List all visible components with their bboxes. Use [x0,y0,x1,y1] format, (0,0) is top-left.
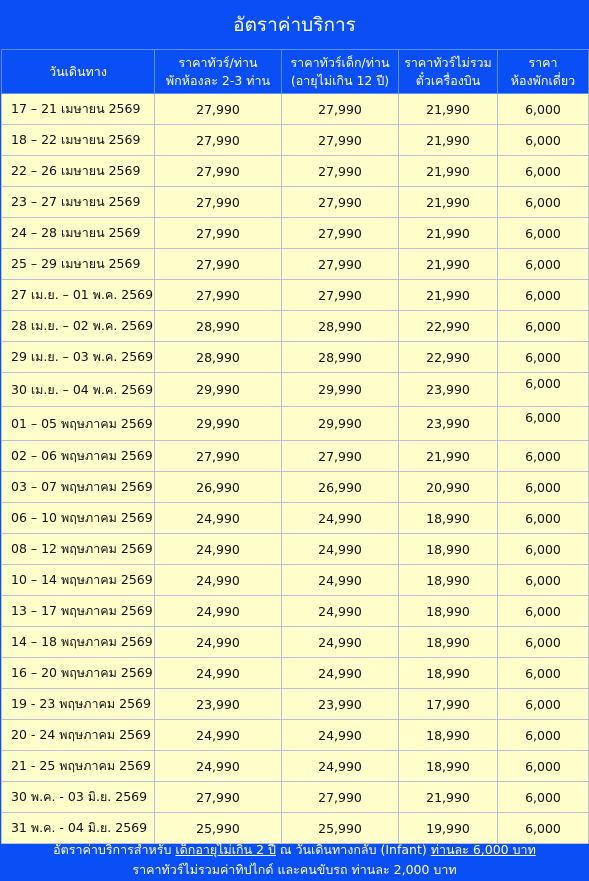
header-line: วันเดินทาง [49,63,107,79]
table-row [2,565,589,596]
child-price-cell: 27,990 [282,94,399,125]
child-price-cell: 24,990 [282,658,399,689]
no-flight-price-cell: 18,990 [399,534,498,565]
header-travel-date [2,50,155,94]
travel-date-cell: 30 เม.ย. – 04 พ.ค. 2569 [2,373,155,407]
child-price-cell: 24,990 [282,534,399,565]
adult-price-cell: 27,990 [155,125,282,156]
child-price-cell: 29,990 [282,407,399,441]
table-row [2,689,589,720]
travel-date-cell: 30 พ.ค. - 03 มิ.ย. 2569 [2,782,155,813]
travel-date-cell: 18 – 22 เมษายน 2569 [2,125,155,156]
header-line: ตั๋วเครื่องบิน [415,72,481,88]
adult-price-cell: 25,990 [155,813,282,844]
travel-date-cell: 22 – 26 เมษายน 2569 [2,156,155,187]
travel-date-cell: 19 - 23 พฤษภาคม 2569 [2,689,155,720]
single-room-price-cell: 6,000 [498,813,589,844]
adult-price-cell: 24,990 [155,534,282,565]
no-flight-price-cell: 20,990 [399,472,498,503]
table-row [2,782,589,813]
adult-price-cell: 24,990 [155,627,282,658]
single-room-price-cell: 6,000 [498,156,589,187]
child-price-cell: 27,990 [282,156,399,187]
child-price-cell: 24,990 [282,627,399,658]
adult-price-cell: 24,990 [155,720,282,751]
table-row [2,311,589,342]
footer-infant-note [0,840,589,860]
header-line: ห้องพักเดี่ยว [510,72,576,88]
adult-price-cell: 24,990 [155,565,282,596]
child-price-cell: 24,990 [282,565,399,596]
travel-date-cell: 27 เม.ย. – 01 พ.ค. 2569 [2,280,155,311]
travel-date-cell: 24 – 28 เมษายน 2569 [2,218,155,249]
table-row [2,249,589,280]
no-flight-price-cell: 22,990 [399,342,498,373]
footer-text-underlined: ท่านละ 6,000 บาท [430,842,536,857]
travel-date-cell: 20 - 24 พฤษภาคม 2569 [2,720,155,751]
header-line: ราคา [528,54,558,70]
header-single-room [498,50,589,94]
child-price-cell: 28,990 [282,342,399,373]
footer-notes [0,840,589,881]
table-row [2,503,589,534]
single-room-price-cell: 6,000 [498,720,589,751]
header-line: ราคาทัวร์เด็ก/ท่าน [290,54,390,70]
single-room-price-cell: 6,000 [498,503,589,534]
travel-date-cell: 28 เม.ย. – 02 พ.ค. 2569 [2,311,155,342]
table-row [2,627,589,658]
adult-price-cell: 24,990 [155,503,282,534]
adult-price-cell: 29,990 [155,373,282,407]
single-room-price-cell: 6,000 [498,373,589,407]
adult-price-cell: 27,990 [155,187,282,218]
page-title: อัตราค่าบริการ [233,13,356,36]
table-row [2,94,589,125]
single-room-price-cell: 6,000 [498,187,589,218]
single-room-price-cell: 6,000 [498,534,589,565]
table-row [2,218,589,249]
no-flight-price-cell: 21,990 [399,156,498,187]
table-row [2,441,589,472]
child-price-cell: 26,990 [282,472,399,503]
header-line: ราคาทัวร์/ท่าน [178,54,258,70]
table-row [2,658,589,689]
no-flight-price-cell: 21,990 [399,125,498,156]
no-flight-price-cell: 23,990 [399,407,498,441]
no-flight-price-cell: 18,990 [399,720,498,751]
no-flight-price-cell: 21,990 [399,441,498,472]
travel-date-cell: 14 – 18 พฤษภาคม 2569 [2,627,155,658]
travel-date-cell: 01 – 05 พฤษภาคม 2569 [2,407,155,441]
single-room-price-cell: 6,000 [498,472,589,503]
single-room-price-cell: 6,000 [498,94,589,125]
single-room-price-cell: 6,000 [498,565,589,596]
adult-price-cell: 27,990 [155,441,282,472]
travel-date-cell: 10 – 14 พฤษภาคม 2569 [2,565,155,596]
travel-date-cell: 13 – 17 พฤษภาคม 2569 [2,596,155,627]
no-flight-price-cell: 21,990 [399,218,498,249]
travel-date-cell: 29 เม.ย. – 03 พ.ค. 2569 [2,342,155,373]
footer-text-underlined: เด็กอายุไม่เกิน 2 ปี [175,842,276,857]
travel-date-cell: 23 – 27 เมษายน 2569 [2,187,155,218]
adult-price-cell: 26,990 [155,472,282,503]
no-flight-price-cell: 21,990 [399,94,498,125]
no-flight-price-cell: 21,990 [399,249,498,280]
header-child-price [282,50,399,94]
table-row [2,596,589,627]
single-room-price-cell: 6,000 [498,782,589,813]
adult-price-cell: 28,990 [155,311,282,342]
travel-date-cell: 17 – 21 เมษายน 2569 [2,94,155,125]
no-flight-price-cell: 17,990 [399,689,498,720]
adult-price-cell: 23,990 [155,689,282,720]
header-line: (อายุไม่เกิน 12 ปี) [290,72,390,88]
adult-price-cell: 24,990 [155,596,282,627]
no-flight-price-cell: 22,990 [399,311,498,342]
adult-price-cell: 27,990 [155,156,282,187]
child-price-cell: 27,990 [282,218,399,249]
no-flight-price-cell: 18,990 [399,627,498,658]
travel-date-cell: 02 – 06 พฤษภาคม 2569 [2,441,155,472]
child-price-cell: 24,990 [282,751,399,782]
price-table [1,49,589,844]
travel-date-cell: 25 – 29 เมษายน 2569 [2,249,155,280]
child-price-cell: 29,990 [282,373,399,407]
no-flight-price-cell: 18,990 [399,596,498,627]
child-price-cell: 27,990 [282,441,399,472]
table-row [2,373,589,407]
single-room-price-cell: 6,000 [498,407,589,441]
table-row [2,813,589,844]
adult-price-cell: 27,990 [155,94,282,125]
table-row [2,187,589,218]
table-row [2,534,589,565]
table-row [2,472,589,503]
adult-price-cell: 29,990 [155,407,282,441]
header-line: พักห้องละ 2-3 ท่าน [165,72,271,88]
child-price-cell: 27,990 [282,125,399,156]
single-room-price-cell: 6,000 [498,311,589,342]
child-price-cell: 27,990 [282,187,399,218]
table-row [2,125,589,156]
single-room-price-cell: 6,000 [498,596,589,627]
travel-date-cell: 08 – 12 พฤษภาคม 2569 [2,534,155,565]
no-flight-price-cell: 21,990 [399,280,498,311]
no-flight-price-cell: 21,990 [399,782,498,813]
table-row [2,156,589,187]
child-price-cell: 28,990 [282,311,399,342]
header-no-flight-price [399,50,498,94]
single-room-price-cell: 6,000 [498,280,589,311]
adult-price-cell: 24,990 [155,658,282,689]
no-flight-price-cell: 18,990 [399,565,498,596]
table-row [2,280,589,311]
footer-tip-note: ราคาทัวร์ไม่รวมค่าทิปไกด์ และคนขับรถ ท่านละ 2,000 บาท [132,862,457,877]
single-room-price-cell: 6,000 [498,342,589,373]
no-flight-price-cell: 21,990 [399,187,498,218]
single-room-price-cell: 6,000 [498,218,589,249]
single-room-price-cell: 6,000 [498,441,589,472]
travel-date-cell: 03 – 07 พฤษภาคม 2569 [2,472,155,503]
single-room-price-cell: 6,000 [498,689,589,720]
no-flight-price-cell: 18,990 [399,751,498,782]
header-line: ราคาทัวร์ไม่รวม [404,54,492,70]
adult-price-cell: 28,990 [155,342,282,373]
no-flight-price-cell: 19,990 [399,813,498,844]
table-row [2,751,589,782]
child-price-cell: 24,990 [282,503,399,534]
travel-date-cell: 31 พ.ค. - 04 มิ.ย. 2569 [2,813,155,844]
table-row [2,407,589,441]
footer-text: ณ วันเดินทางกลับ (Infant) [275,842,431,857]
child-price-cell: 27,990 [282,249,399,280]
table-row [2,720,589,751]
child-price-cell: 27,990 [282,782,399,813]
child-price-cell: 27,990 [282,280,399,311]
header-adult-price [155,50,282,94]
single-room-price-cell: 6,000 [498,658,589,689]
single-room-price-cell: 6,000 [498,249,589,280]
table-header-row [2,50,589,94]
single-room-price-cell: 6,000 [498,627,589,658]
adult-price-cell: 27,990 [155,249,282,280]
child-price-cell: 25,990 [282,813,399,844]
table-row [2,342,589,373]
single-room-price-cell: 6,000 [498,751,589,782]
adult-price-cell: 27,990 [155,218,282,249]
travel-date-cell: 06 – 10 พฤษภาคม 2569 [2,503,155,534]
no-flight-price-cell: 18,990 [399,503,498,534]
no-flight-price-cell: 18,990 [399,658,498,689]
adult-price-cell: 24,990 [155,751,282,782]
travel-date-cell: 21 - 25 พฤษภาคม 2569 [2,751,155,782]
travel-date-cell: 16 – 20 พฤษภาคม 2569 [2,658,155,689]
adult-price-cell: 27,990 [155,782,282,813]
no-flight-price-cell: 23,990 [399,373,498,407]
child-price-cell: 23,990 [282,689,399,720]
adult-price-cell: 27,990 [155,280,282,311]
child-price-cell: 24,990 [282,720,399,751]
child-price-cell: 24,990 [282,596,399,627]
footer-text: อัตราค่าบริการสำหรับ [53,842,176,857]
single-room-price-cell: 6,000 [498,125,589,156]
